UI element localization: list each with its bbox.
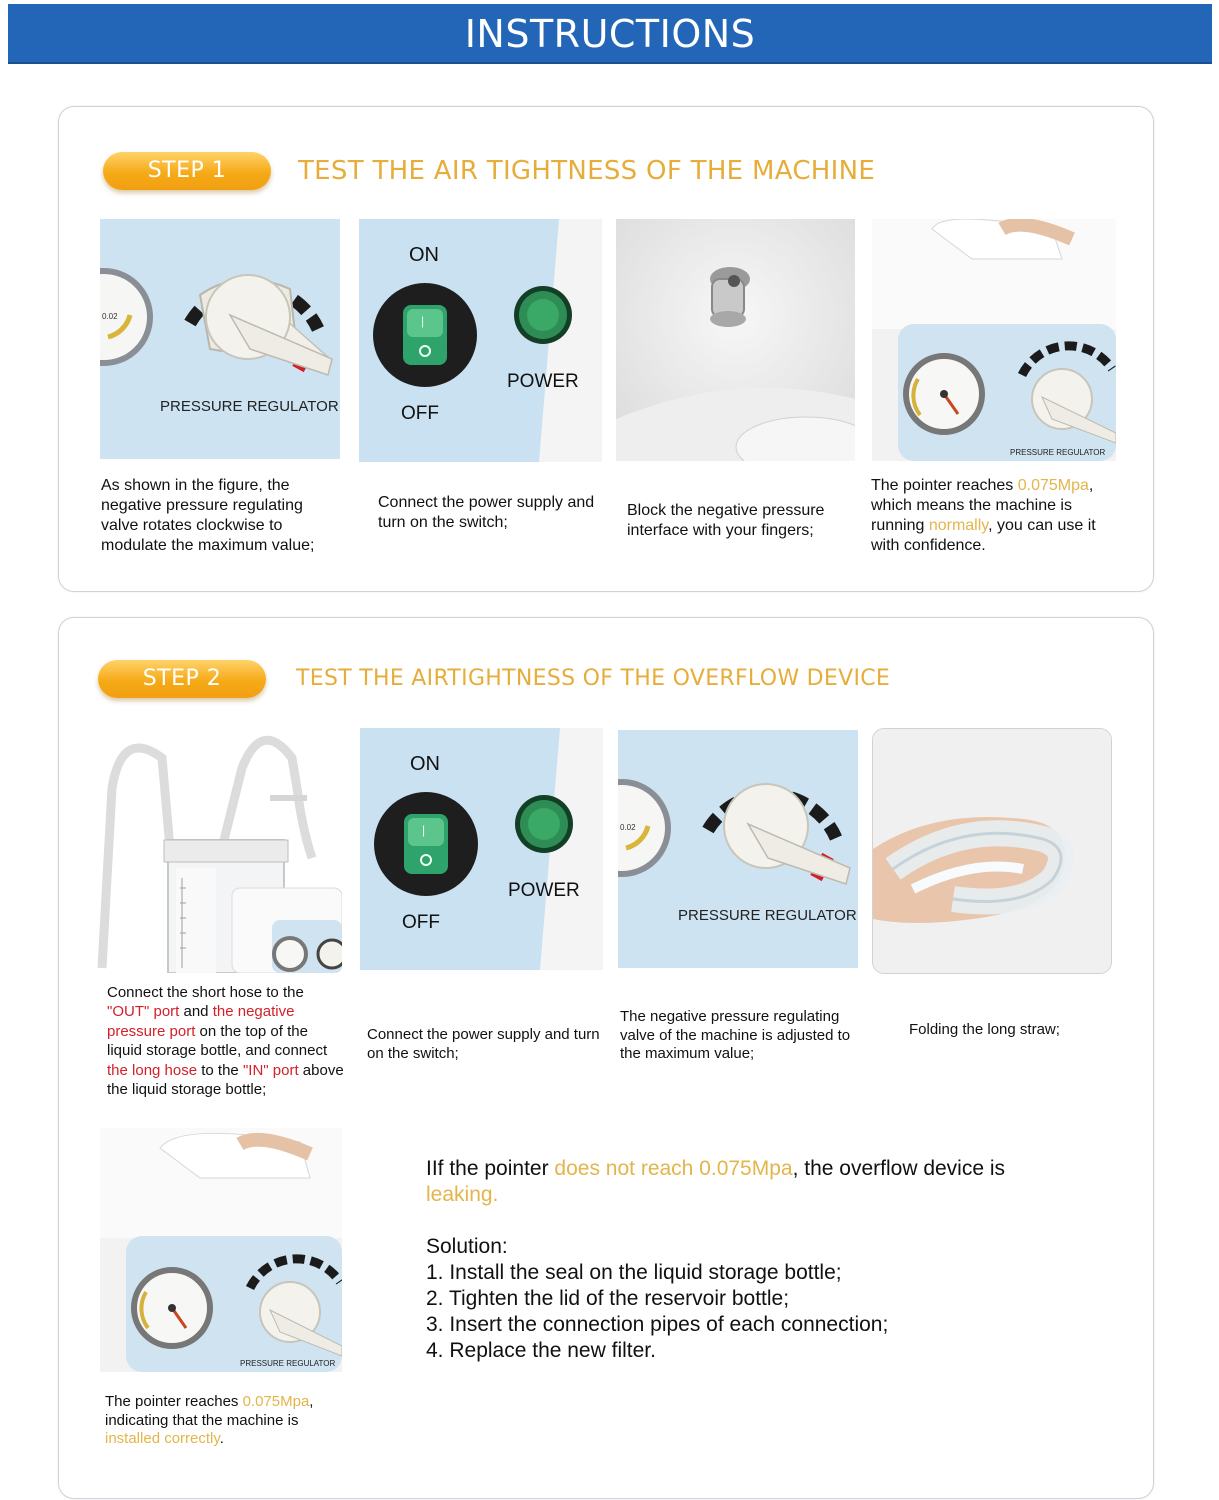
step1-caption-2: Connect the power supply and turn on the switch; [378, 494, 595, 531]
step1-negative-pressure-port-photo [616, 219, 855, 461]
svg-text:OFF: OFF [401, 403, 439, 424]
step2-pressure-value: 0.075Mpa [242, 1393, 310, 1410]
step1-caption-4: The pointer reaches 0.075Mpa, which means the machine is running normally, you can use it with confidence. [871, 477, 1096, 554]
step2-caption-4: Folding the long straw; [909, 1021, 1060, 1038]
step1-caption-3: Block the negative pressure interface with your fingers; [627, 502, 825, 539]
svg-text:ON: ON [409, 244, 439, 266]
step2-caption-3: The negative pressure regulating valve of the machine is adjusted to the maximum value; [620, 1008, 851, 1062]
svg-text:PRESSURE REGULATOR: PRESSURE REGULATOR [678, 907, 857, 924]
step2-hose-bottle-photo [92, 728, 342, 973]
step1-pressure-regulator-photo [100, 219, 340, 459]
step2-machine-gauge-photo [100, 1128, 342, 1372]
step1-title: TEST THE AIR TIGHTNESS OF THE MACHINE [298, 156, 876, 186]
svg-text:OFF: OFF [402, 912, 440, 933]
solution-item-4: 4. Replace the new filter. [426, 1339, 656, 1362]
svg-text:|: | [422, 823, 426, 837]
step1-pressure-value: 0.075Mpa [1017, 477, 1089, 494]
step2-caption-1: Connect the short hose to the "OUT" port and the negative pressure port on the top of the liquid storage bottle, and connect the long hose to the "IN" port above the liquid storage bottle; [107, 984, 344, 1099]
instructions-banner [8, 4, 1212, 64]
step1-machine-gauge-photo [872, 219, 1116, 461]
step2-title: TEST THE AIRTIGHTNESS OF THE OVERFLOW DEVICE [296, 666, 891, 691]
leak-warning-text: IIf the pointer does not reach 0.075Mpa, the overflow device is leaking. [426, 1157, 1006, 1206]
svg-text:0.02: 0.02 [102, 312, 118, 321]
step2-pressure-regulator-photo [618, 730, 858, 968]
svg-text:ON: ON [410, 753, 440, 775]
solution-block [426, 1234, 1026, 1364]
svg-text:POWER: POWER [508, 880, 580, 901]
step1-power-switch-photo [359, 219, 602, 462]
solution-item-3: 3. Insert the connection pipes of each connection; [426, 1313, 889, 1336]
solution-item-1: 1. Install the seal on the liquid storage bottle; [426, 1261, 842, 1284]
solution-heading: Solution: [426, 1235, 508, 1258]
step1-caption-1: As shown in the figure, the negative pressure regulating valve rotates clockwise to modulate the maximum value; [101, 477, 315, 554]
step2-folding-straw-photo [872, 728, 1112, 974]
step2-caption-2: Connect the power supply and turn on the switch; [367, 1026, 600, 1062]
step2-caption-5: The pointer reaches 0.075Mpa, indicating that the machine is installed correctly. [105, 1393, 314, 1447]
step1-badge: STEP 1 [103, 152, 271, 190]
svg-text:0.02: 0.02 [620, 823, 636, 832]
solution-item-2: 2. Tighten the lid of the reservoir bottle; [426, 1287, 790, 1310]
step2-power-switch-photo [360, 728, 603, 970]
svg-text:PRESSURE REGULATOR: PRESSURE REGULATOR [160, 398, 339, 415]
svg-text:POWER: POWER [507, 371, 579, 392]
svg-text:|: | [421, 314, 425, 328]
svg-text:PRESSURE REGULATOR: PRESSURE REGULATOR [240, 1359, 336, 1368]
svg-text:PRESSURE REGULATOR: PRESSURE REGULATOR [1010, 448, 1106, 457]
step2-badge: STEP 2 [98, 660, 266, 698]
page-title: INSTRUCTIONS [464, 12, 756, 56]
